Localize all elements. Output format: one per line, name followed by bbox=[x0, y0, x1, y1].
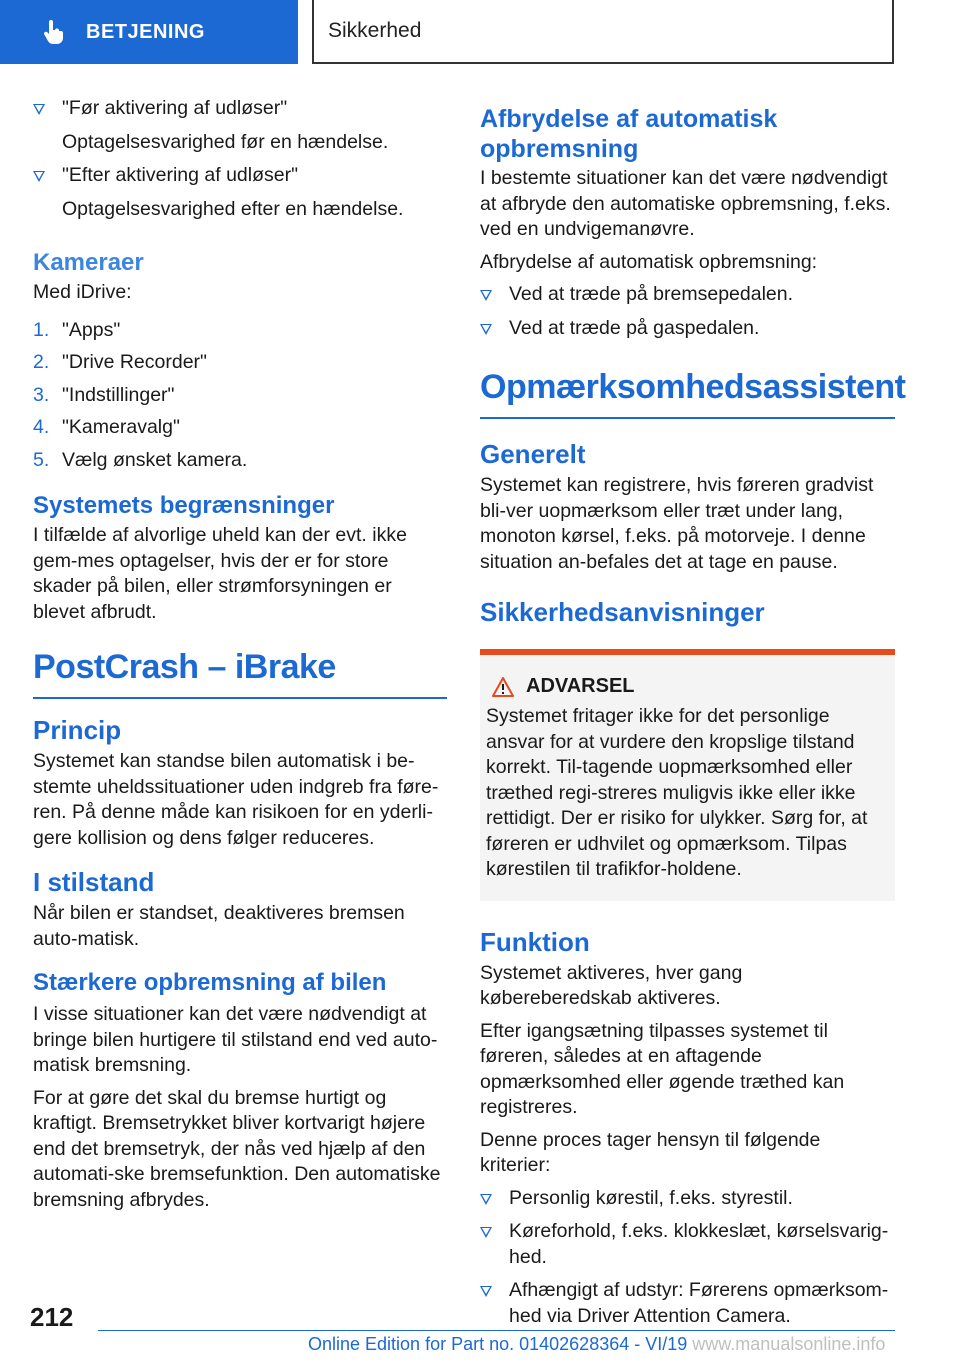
option-desc: Optagelsesvarighed efter en hændelse. bbox=[62, 197, 404, 220]
option-label: "Før aktivering af udløser" bbox=[62, 97, 288, 119]
principle-text: Systemet kan standse bilen automatisk i be-stemte uheldssituationer uden indgreb fra føre-ren. På denne måde kan risikoen for en yderli-gere kollision og dens følger reduceres. bbox=[33, 750, 439, 849]
interrupt-heading: Afbrydelse af automatisk opbremsning bbox=[480, 105, 778, 163]
postcrash-title: PostCrash – iBrake bbox=[33, 647, 447, 699]
list-item bbox=[33, 383, 447, 409]
interrupt-list bbox=[480, 282, 895, 341]
cameras-steps bbox=[33, 318, 447, 474]
chapter-label: BETJENING bbox=[86, 20, 205, 43]
list-item bbox=[33, 96, 447, 155]
list-item bbox=[33, 415, 447, 441]
step-text: Vælg ønsket kamera. bbox=[62, 448, 248, 471]
watermark-text: www.manualsonline.info bbox=[692, 1334, 886, 1354]
recording-options-list bbox=[33, 96, 447, 222]
list-item bbox=[33, 318, 447, 344]
section-title: Sikkerhed bbox=[312, 0, 894, 64]
step-text: "Kameravalg" bbox=[62, 416, 180, 438]
function-heading: Funktion bbox=[480, 926, 590, 957]
list-item bbox=[33, 350, 447, 376]
bullet-triangle-icon bbox=[33, 171, 45, 182]
list-item bbox=[480, 1186, 895, 1212]
edition-text: Online Edition for Part no. 01402628364 - VI/19 bbox=[308, 1334, 688, 1354]
item-text: Personlig kørestil, f.eks. styrestil. bbox=[509, 1186, 793, 1209]
warning-title-row bbox=[486, 675, 887, 698]
general-text: Systemet kan registrere, hvis føreren gradvist bli-ver uopmærksom eller træt under lang, monoton kørsel, f.eks. på motorveje. I denne situation an-befales det at tage en pause. bbox=[480, 474, 874, 573]
bullet-triangle-icon bbox=[480, 1286, 492, 1297]
list-item bbox=[33, 448, 447, 474]
criteria-list bbox=[480, 1186, 895, 1330]
list-item bbox=[480, 1278, 895, 1329]
warning-title: ADVARSEL bbox=[526, 675, 635, 697]
limits-text: I tilfælde af alvorlige uheld kan der evt. ikke gem-mes optagelser, hvis der er for store skader på bilen, eller strømforsyningen er blevet afbrudt. bbox=[33, 524, 407, 623]
step-text: "Apps" bbox=[62, 318, 121, 341]
stronger-heading: Stærkere opbremsning af bilen bbox=[33, 969, 387, 996]
stronger-text-1: I visse situationer kan det være nødvendigt at bringe bilen hurtigere til stilstand end ved auto-matisk bremsning. bbox=[33, 1003, 438, 1076]
stronger-text-2: For at gøre det skal du bremse hurtigt og kraftigt. Bremsetrykket bliver kortvarigt højere end det bremsetryk, der nås ved hjælp af den automati-ske bremsefunktion. Den automatiske bremsning afbrydes. bbox=[33, 1086, 441, 1211]
attention-title: Opmærksomhedsassistent bbox=[480, 367, 895, 419]
chapter-tab[interactable] bbox=[0, 0, 298, 64]
page-number: 212 bbox=[30, 1302, 74, 1332]
step-text: "Indstillinger" bbox=[62, 383, 175, 406]
warning-text: Systemet fritager ikke for det personlige ansvar for at vurdere den kropslige tilstand korrekt. Til-tagende uopmærksomhed eller træthed regi-streres muligvis ikke eller ikke rettidigt. Der er risiko for ulykker. Sørg for, at føreren er udhvilet og opmærksom. Tilpas kørestilen til trafikfor-holdene. bbox=[486, 705, 868, 880]
cameras-heading: Kameraer bbox=[33, 249, 144, 276]
list-item bbox=[480, 1219, 895, 1270]
footer-edition bbox=[308, 1334, 885, 1355]
warning-box bbox=[480, 649, 895, 901]
item-text: Køreforhold, f.eks. klokkeslæt, kørselsvarig-hed. bbox=[509, 1220, 889, 1268]
safety-heading: Sikkerhedsanvisninger bbox=[480, 597, 765, 627]
warning-triangle-icon bbox=[492, 677, 514, 697]
footer-divider bbox=[98, 1330, 895, 1331]
left-column bbox=[33, 96, 447, 1220]
step-number: 2. bbox=[33, 351, 50, 373]
option-desc: Optagelsesvarighed før en hændelse. bbox=[62, 130, 389, 153]
standstill-text: Når bilen er standset, deaktiveres bremsen auto-matisk. bbox=[33, 902, 405, 950]
standstill-heading: I stilstand bbox=[33, 867, 155, 897]
step-number: 3. bbox=[33, 383, 50, 406]
list-item bbox=[480, 316, 895, 342]
bullet-triangle-icon bbox=[33, 104, 45, 115]
list-item bbox=[480, 282, 895, 308]
step-number: 4. bbox=[33, 416, 50, 438]
cameras-intro: Med iDrive: bbox=[33, 281, 132, 303]
principle-heading: Princip bbox=[33, 715, 122, 745]
hand-pointer-icon bbox=[40, 19, 66, 45]
step-text: "Drive Recorder" bbox=[62, 351, 207, 373]
right-column bbox=[480, 96, 906, 1337]
interrupt-text-2: Afbrydelse af automatisk opbremsning: bbox=[480, 250, 818, 273]
bullet-triangle-icon bbox=[480, 324, 492, 335]
bullet-triangle-icon bbox=[480, 1227, 492, 1238]
list-item bbox=[33, 163, 447, 222]
step-number: 5. bbox=[33, 448, 50, 471]
general-heading: Generelt bbox=[480, 439, 586, 469]
interrupt-text-1: I bestemte situationer kan det være nødvendigt at afbryde den automatiske opbremsning, f.eks. ved en undvigemanøvre. bbox=[480, 167, 891, 240]
bullet-triangle-icon bbox=[480, 1194, 492, 1205]
limits-heading: Systemets begrænsninger bbox=[33, 492, 335, 519]
bullet-triangle-icon bbox=[480, 290, 492, 301]
function-text-2: Efter igangsætning tilpasses systemet til føreren, således at en aftagende opmærksomhed eller øgende træthed kan registreres. bbox=[480, 1019, 845, 1118]
item-text: Afhængigt af udstyr: Førerens opmærksom-hed via Driver Attention Camera. bbox=[509, 1279, 889, 1327]
option-label: "Efter aktivering af udløser" bbox=[62, 164, 299, 186]
step-number: 1. bbox=[33, 318, 50, 341]
item-text: Ved at træde på bremsepedalen. bbox=[509, 283, 794, 305]
item-text: Ved at træde på gaspedalen. bbox=[509, 316, 760, 339]
function-text-1: Systemet aktiveres, hver gang købereberedskab aktiveres. bbox=[480, 961, 743, 1009]
function-text-3: Denne proces tager hensyn til følgende kriterier: bbox=[480, 1128, 821, 1176]
